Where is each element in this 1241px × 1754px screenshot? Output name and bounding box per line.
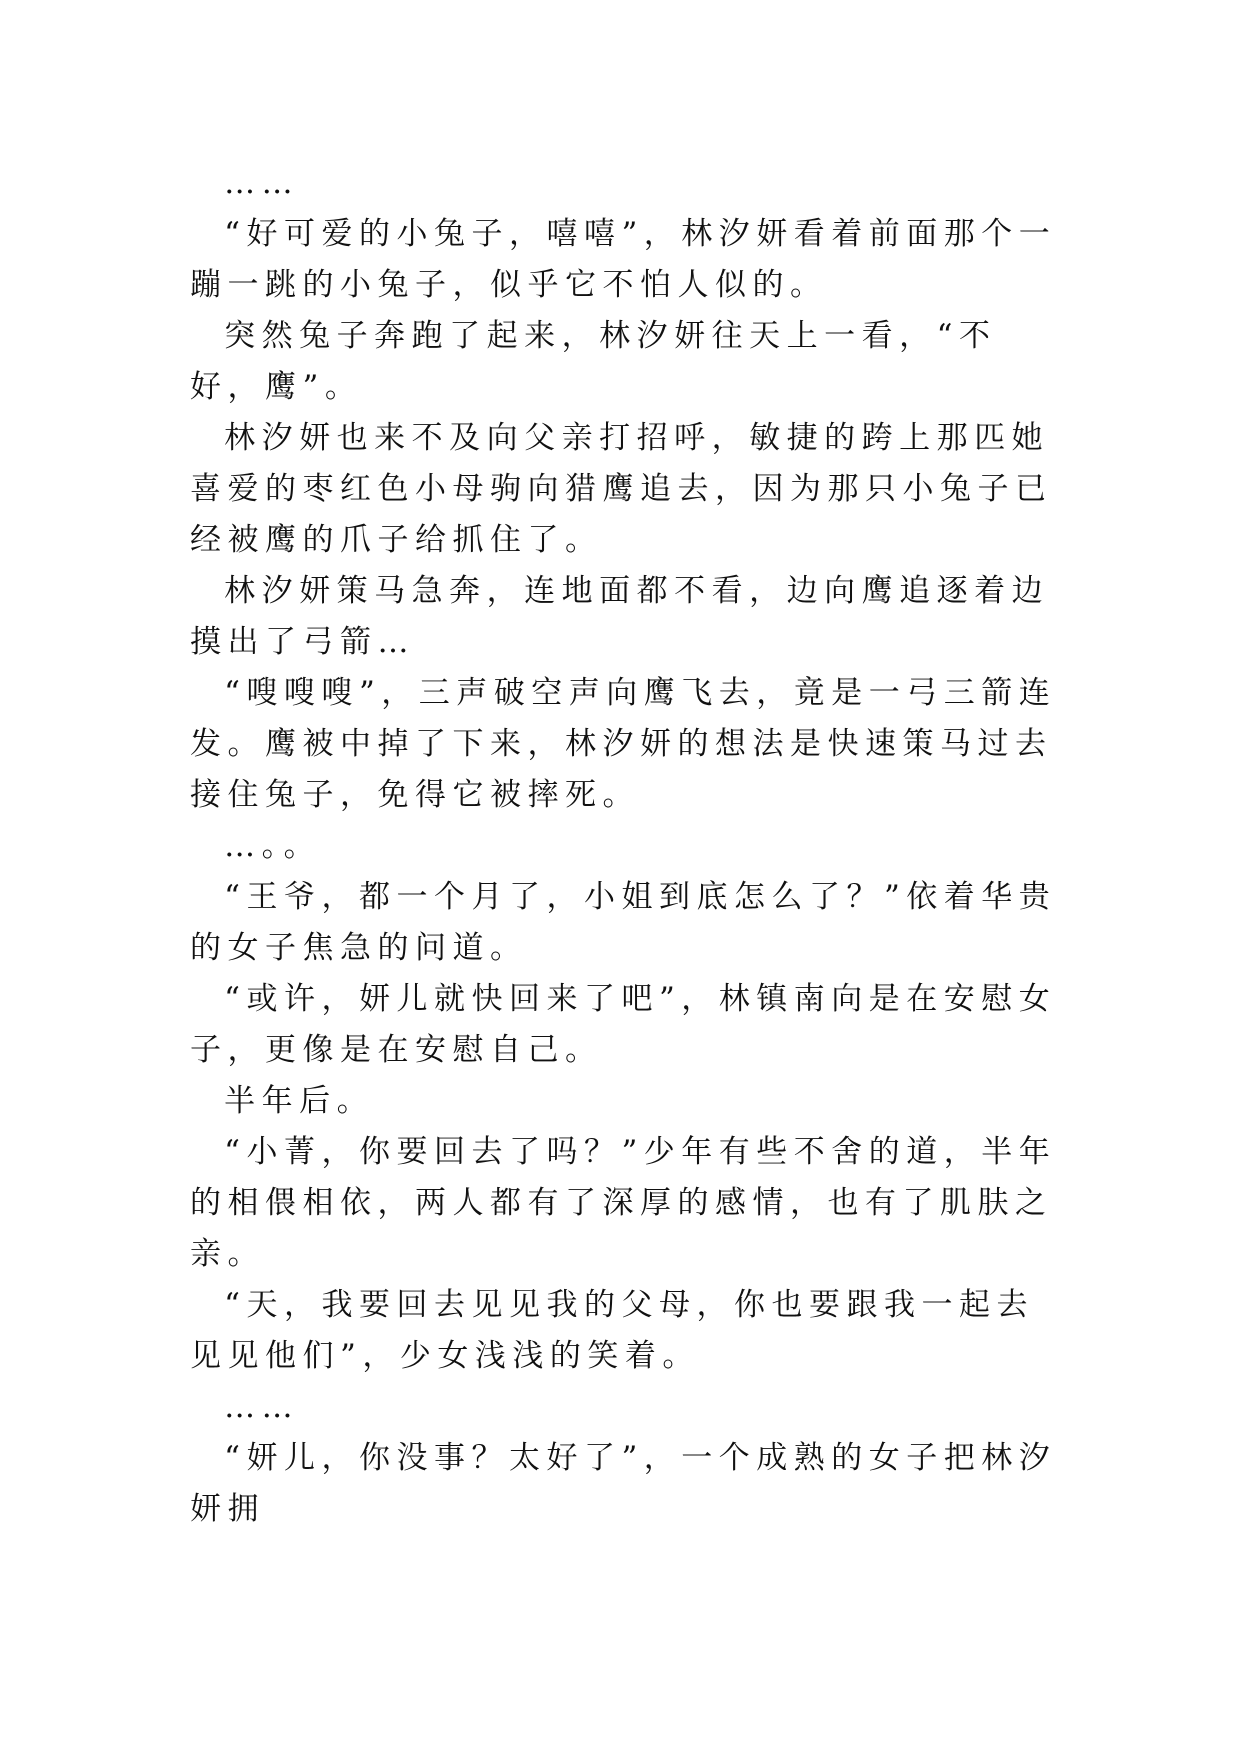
paragraph: “天，我要回去见见我的父母，你也要跟我一起去见见他们”，少女浅浅的笑着。: [190, 1287, 1034, 1374]
paragraph: “好可爱的小兔子，嘻嘻”，林汐妍看着前面那个一蹦一跳的小兔子，似乎它不怕人似的。: [190, 216, 1057, 303]
paragraph: ……: [224, 1389, 300, 1425]
paragraph: “嗖嗖嗖”，三声破空声向鹰飞去，竟是一弓三箭连发。鹰被中掉了下来，林汐妍的想法是快速策马过去接住兔子，免得它被摔死。: [190, 675, 1057, 813]
paragraph: “妍儿，你没事？太好了”，一个成熟的女子把林汐妍拥: [190, 1440, 1057, 1527]
paragraph: 林汐妍也来不及向父亲打招呼，敏捷的跨上那匹她喜爱的枣红色小母驹向猎鹰追去，因为那只小兔子已经被鹰的爪子给抓住了。: [190, 420, 1053, 558]
document-body: [190, 158, 1070, 1535]
paragraph: “王爷，都一个月了，小姐到底怎么了？”依着华贵的女子焦急的问道。: [190, 879, 1057, 966]
paragraph: 半年后。: [224, 1083, 375, 1119]
paragraph: “小菁，你要回去了吗？”少年有些不舍的道，半年的相偎相依，两人都有了深厚的感情，也有了肌肤之亲。: [190, 1134, 1057, 1272]
paragraph: 突然兔子奔跑了起来，林汐妍往天上一看，“不好，鹰”。: [190, 318, 997, 405]
paragraph: ……: [224, 165, 300, 201]
paragraph: …。。: [224, 828, 322, 864]
paragraph: “或许，妍儿就快回来了吧”，林镇南向是在安慰女子，更像是在安慰自己。: [190, 981, 1057, 1068]
paragraph: 林汐妍策马急奔，连地面都不看，边向鹰追逐着边摸出了弓箭…: [190, 573, 1050, 660]
